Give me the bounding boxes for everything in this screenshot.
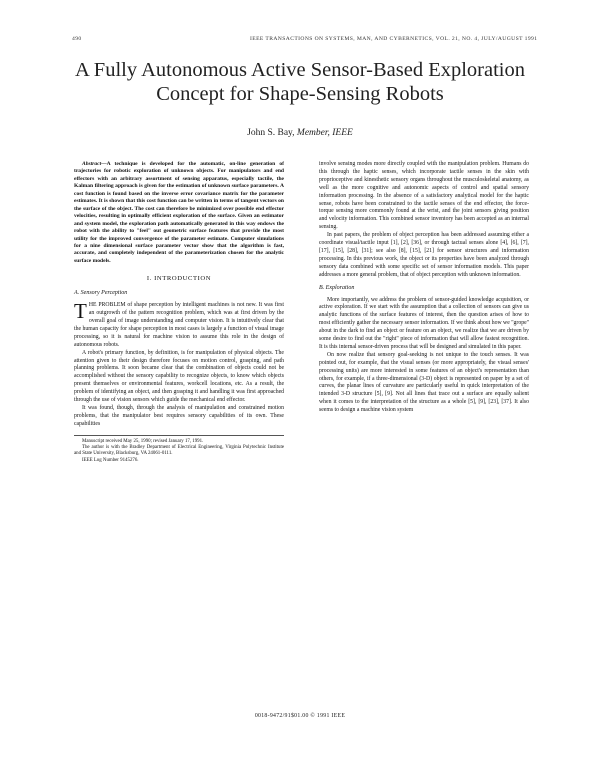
intro-paragraph-1 xyxy=(74,299,284,349)
body-paragraph-haptic: involve sensing modes more directly coupled with the manipulation problem. Humans do this through the haptic senses, which incorporate tactile senses in the skin with proprioceptive and kinesthetic sensory organs throughout the musculoskeletal anatomy, as well as the more cognitive and autonomic aspects of control and spatial sensory information processing. In the absence of a satisfactory analytical model for the haptic sense, robots have been constrained to the tactile senses of the end effector, the force-torque sensing more commonly found at the wrist, and the joint sensors giving position and velocity information. This combined sensor inventory has been accepted as an internal sensing. xyxy=(319,161,529,231)
body-paragraph-exploration: More importantly, we address the problem of sensor-guided knowledge acquisition, or active exploration. If we start with the assumption that a collection of sensors can give us analytic functions of the surface features of interest, then the question arises of how to most efficiently gather the necessary sensor information. If we think about how we "grope" about in the dark to find an object or feature on an object, we realize that we are driven by some desire to find out the "right" piece of information that will allow fastest recognition. It is this internal sensor-driven process that will be designed and simulated in this paper. xyxy=(319,296,529,350)
page-number: 490 xyxy=(72,36,82,42)
author-name: John S. Bay, xyxy=(247,128,295,138)
drop-cap: T xyxy=(74,299,87,324)
running-head: IEEE TRANSACTIONS ON SYSTEMS, MAN, AND CYBERNETICS, VOL. 21, NO. 4, JULY/AUGUST 1991 xyxy=(250,36,538,42)
footnote-ieee-log: IEEE Log Number 9145276. xyxy=(82,457,139,463)
body-paragraph-goal-seeking: On now realize that sensory goal-seeking is not unique to the touch senses. It was pointed out, for example, that the visual senses (or more appropriately, the visual senses' processing units) are more interested in some features of an object's representation than others, for example, if a three-dimensional (3-D) object is represented on paper by a set of curves, the planar lines of curvature are particularly useful in quick interpretation of the intended 3-D structure [5], [9]. Not all lines that trace out a surface are equally salient when it comes to the interpretation of the structure as a whole [5], [9], [23], [37]. It also seems to design a machine vision system xyxy=(319,351,529,414)
subsection-heading-sensory-perception: A. Sensory Perception xyxy=(74,290,128,297)
author-line xyxy=(60,128,540,138)
intro-paragraph-2: A robot's primary function, by definition, is for manipulation of physical objects. The attention given to their design therefore focuses on motion control, grasping, and path planning problems. It soon became clear that the combination of objects could not be accomplished without the sensory capability to recognize objects, to know which objects present themselves or environmental features, workcell locations, etc. As a result, the problem of identifying an object, and then grasping it and handling it was first approached through the use of vision sensors which guide the mechanical end effector. xyxy=(74,349,284,404)
abstract-label: Abstract xyxy=(82,161,102,167)
right-column xyxy=(319,161,529,415)
intro-paragraph-1-text: HE PROBLEM of shape perception by intelligent machines is not new. It was first an outgrowth of the pattern recognition problem, which was at first driven by the overall goal of image understanding and computer vision. It is intuitively clear that the human capacity for shape perception in most cases is largely a function of visual image processing, so it is natural for machine vision to assume this role in the design of autonomous robots. xyxy=(74,302,284,348)
issn-copyright-line: 0018-9472/91$01.00 © 1991 IEEE xyxy=(254,713,346,719)
body-paragraph-past-papers: In past papers, the problem of object perception has been addressed assuming either a coordinate visual/tactile input [1], [2], [36], or through tactual senses alone [4], [6], [7], [17], [15], [28], [31]; see also [8], [15], [21] for sensor structures and information processing. In this previous work, the object or its properties have been analyzed through sensory data combined with some specific set of sensor information models. This paper addresses a more general problem, that of object perception with unknown information. xyxy=(319,232,529,278)
footnote-affiliation: The author is with the Bradley Department of Electrical Engineering, Virginia Polytechnic Institute and State University, Blacksburg, VA 24061-0111. xyxy=(74,444,284,457)
footnote xyxy=(74,435,284,464)
subsection-heading-exploration: B. Exploration xyxy=(319,284,355,291)
section-heading-introduction: I. INTRODUCTION xyxy=(146,275,212,283)
abstract xyxy=(74,161,284,265)
author-role: Member, IEEE xyxy=(296,128,353,138)
abstract-text: —A technique is developed for the automatic, on-line generation of trajectories for robotic exploration of unknown objects. For manipulators and end effectors with an arbitrary assortment of sensing apparatus, especially tactile, the Kalman filtering approach is given for the estimation of unknown surface parameters. A cost function is found based on the inverse error covariance matrix for the parameter estimates. It is shown that this cost function can be written in terms of tangent vectors on the surface of the object. The cost can therefore be minimized over possible end effector velocities, resulting in optimally efficient exploration of the surface. Given an estimator and system model, the exploration path automatically generated in this way endows the robot with the ability to "feel" out geometric surface features that provide the most utility for the improved convergence of the parameter estimate. Computer simulations for a nine dimensional surface parameter vector show that the algorithm is fast, accurate, and completely independent of the parameterization chosen for the analytic surface models. xyxy=(74,161,284,264)
footnote-received: Manuscript received May 25, 1990; revised January 17, 1991. xyxy=(82,438,204,444)
paper-title: A Fully Autonomous Active Sensor-Based Exploration Concept for Shape-Sensing Robots xyxy=(75,59,525,105)
left-column xyxy=(74,161,284,464)
intro-paragraph-3: It was found, though, through the analysis of manipulation and constrained motion problems, that the manipulator best requires sensory capabilities of its own. These capabilities xyxy=(74,404,284,427)
